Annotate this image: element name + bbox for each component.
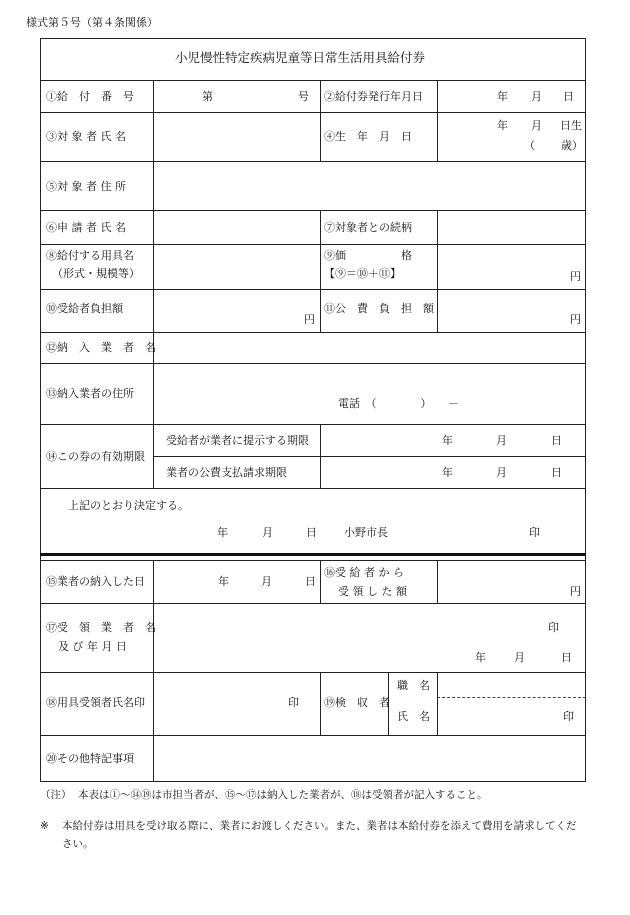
form-title: 小児慢性特定疾病児童等日常生活用具給付券: [175, 50, 426, 65]
label-subject-name: ③対 象 者 氏 名: [46, 130, 126, 143]
label-delivered: ⑮業者の納入した日: [46, 575, 145, 588]
note1-mark: （注）: [40, 789, 72, 801]
label-issue-date: ②給付券発行年月日: [324, 90, 423, 103]
issue-day: 日: [563, 90, 574, 103]
receiver-seal: 印: [288, 696, 299, 709]
label-name: 氏 名: [397, 710, 430, 723]
label-address: ⑤対 象 者 住 所: [46, 180, 126, 193]
label-period-2: 業者の公費支払請求期限: [166, 466, 287, 479]
label-price-1: ⑨価 格: [324, 249, 412, 262]
received-yen: 円: [570, 585, 581, 598]
period2-day: 日: [551, 466, 562, 479]
inspector-seal: 印: [563, 710, 574, 723]
price-yen: 円: [570, 270, 581, 283]
delivered-day: 日: [305, 575, 316, 588]
note2-text-line2: さい。: [62, 838, 94, 850]
label-item-1: ⑧給付する用具名: [46, 249, 134, 262]
voucher-form-table: [40, 38, 586, 782]
mayor-seal: 印: [529, 526, 540, 539]
label-applicant: ⑥申 請 者 氏 名: [46, 221, 126, 234]
label-public: ⑪公 費 負 担 額: [324, 302, 434, 315]
delivered-month: 月: [261, 575, 272, 588]
label-received-2: 受 領 し た 額: [338, 585, 407, 598]
birth-day-suffix: 日生: [560, 119, 582, 132]
label-birth: ④生 年 月 日: [324, 130, 412, 143]
vendor-month: 月: [514, 651, 525, 664]
label-relation: ⑦対象者との続柄: [324, 221, 412, 234]
age-close: 歳）: [561, 139, 583, 152]
label-receiver-seal: ⑱用具受領者氏名印: [46, 696, 145, 709]
delivered-year: 年: [218, 575, 229, 588]
public-yen: 円: [570, 313, 581, 326]
label-remarks: ⑳その他特記事項: [46, 752, 134, 765]
birth-month: 月: [531, 119, 542, 132]
label-item-2: （形式・規模等）: [52, 267, 140, 280]
mayor-label: 小野市長: [344, 526, 388, 539]
label-job: 職 名: [397, 679, 430, 692]
label-price-2: 【⑨＝⑩＋⑪】: [324, 267, 401, 280]
label-validity: ⑭この券の有効期限: [46, 450, 145, 463]
number-go: 号: [298, 90, 309, 103]
label-inspector: ⑲検 収 者: [324, 696, 390, 709]
burden-yen: 円: [304, 313, 315, 326]
label-burden: ⑩受給者負担額: [46, 302, 123, 315]
note1-text: 本表は①～⑭⑲は市担当者が、⑮～⑰は納入した業者が、⑱は受領者が記入すること。: [78, 789, 488, 801]
issue-year: 年: [497, 90, 508, 103]
decision-month: 月: [262, 526, 273, 539]
label-received-1: ⑯受 給 者 か ら: [324, 566, 404, 579]
age-open: （: [524, 139, 535, 152]
note2-text-line1: 本給付券は用具を受け取る際に、業者にお渡しください。また、業者は本給付券を添えて費用を請求してくだ: [62, 820, 577, 832]
label-period-1: 受給者が業者に提示する期限: [166, 434, 309, 447]
period2-month: 月: [496, 466, 507, 479]
label-vendor-date-2: 及 び 年 月 日: [58, 640, 127, 653]
period1-day: 日: [551, 434, 562, 447]
decision-year: 年: [217, 526, 228, 539]
vendor-tel: 電話 （ ） －: [338, 397, 459, 410]
decision-text: 上記のとおり決定する。: [68, 499, 189, 512]
period2-year: 年: [442, 466, 453, 479]
vendor-year: 年: [475, 651, 486, 664]
birth-year: 年: [497, 119, 508, 132]
label-vendor-date-1: ⑰受 領 業 者 名: [46, 621, 156, 634]
note2-mark: ※: [40, 820, 49, 832]
number-dai: 第: [202, 90, 213, 103]
vendor-seal: 印: [548, 621, 559, 634]
period1-month: 月: [496, 434, 507, 447]
period1-year: 年: [442, 434, 453, 447]
label-number: ①給 付 番 号: [46, 90, 134, 103]
label-vendor: ⑫納 入 業 者 名: [46, 341, 156, 354]
decision-day: 日: [306, 526, 317, 539]
label-vendor-address: ⑬納入業者の住所: [46, 387, 134, 400]
vendor-day: 日: [561, 651, 572, 664]
form-reference: 様式第５号（第４条関係）: [26, 16, 158, 29]
issue-month: 月: [531, 90, 542, 103]
